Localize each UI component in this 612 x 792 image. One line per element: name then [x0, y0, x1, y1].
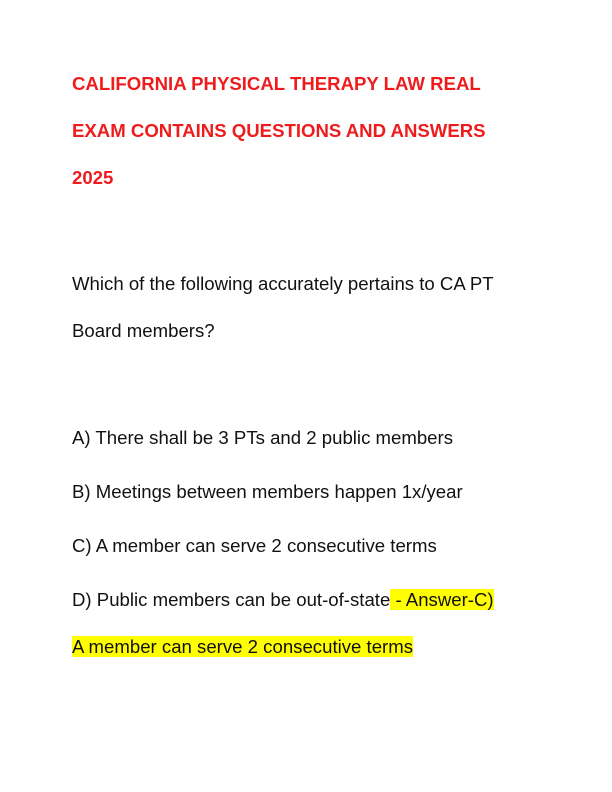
question-line-2: Board members? — [72, 320, 215, 341]
option-d — [72, 588, 494, 612]
option-d-text: D) Public members can be out-of-state — [72, 589, 391, 610]
answer-highlight-2: A member can serve 2 consecutive terms — [72, 636, 414, 657]
title-line-3: 2025 — [72, 167, 114, 188]
answer-highlight-1: - Answer-C) — [390, 589, 494, 610]
option-b: B) Meetings between members happen 1x/year — [72, 481, 463, 502]
option-c: C) A member can serve 2 consecutive terms — [72, 535, 437, 556]
title-line-1: CALIFORNIA PHYSICAL THERAPY LAW REAL — [72, 73, 481, 94]
option-a: A) There shall be 3 PTs and 2 public members — [72, 427, 454, 448]
title-line-2: EXAM CONTAINS QUESTIONS AND ANSWERS — [72, 120, 486, 141]
answer-line — [72, 635, 413, 659]
question-line-1: Which of the following accurately pertains to CA PT — [72, 273, 494, 294]
